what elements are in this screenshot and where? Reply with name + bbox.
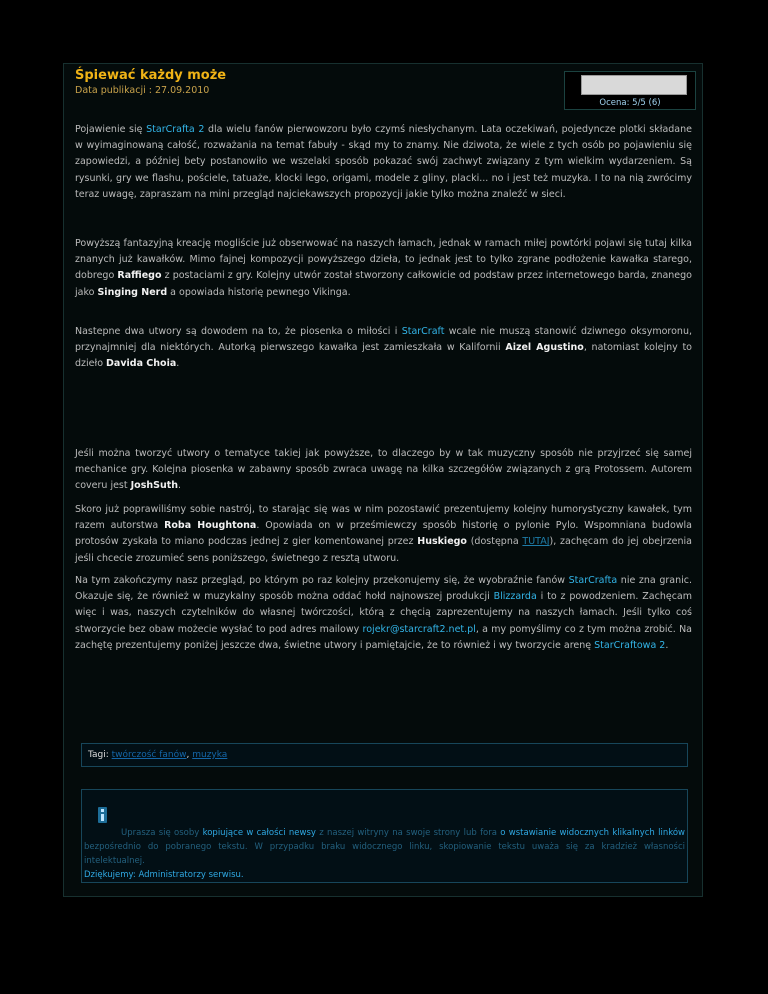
paragraph-summary: [75, 573, 692, 654]
tags-label: Tagi:: [88, 750, 109, 760]
inline-link[interactable]: rojekr@starcraft2.net.pl: [362, 623, 476, 635]
tag-link-fan-creations[interactable]: twórczość fanów: [111, 750, 187, 760]
tag-link-music[interactable]: muzyka: [192, 750, 228, 760]
text-segment: Skoro już poprawiliśmy sobie nastrój, to starając się was w nim pozostawić prezentujemy kolejny humorystyczny kawałek, tym razem autorstwa: [75, 504, 692, 532]
info-icon: [98, 807, 107, 823]
notice-part-5: bezpośrednio do pobranego tekstu. W przypadku braku widocznego linku, skopiowanie tekstu uważa się za kradzież własności intelektualnej.: [84, 842, 685, 866]
notice-highlight-copying: kopiujące w całości newsy: [202, 828, 316, 838]
article-panel: [63, 63, 703, 897]
text-segment: nie zna granic. Okazuje się, że również w muzykalny sposób można oddać hołd najnowszej produkcji: [75, 575, 692, 603]
text-segment: a opowiada historię pewnego Vikinga.: [167, 286, 351, 298]
bold-name: Huskiego: [417, 536, 467, 548]
text-segment: (dostępna: [466, 536, 523, 548]
text-segment: Pojawienie się: [75, 124, 147, 135]
bold-name: Singing Nerd: [97, 286, 168, 298]
rating-box: [564, 71, 696, 110]
publication-date: Data publikacji : 27.09.2010: [75, 85, 210, 96]
paragraph-pylon-song: [75, 502, 692, 567]
inline-link[interactable]: StarCrafta 2: [146, 124, 205, 135]
article-title: Śpiewać każdy może: [75, 68, 227, 83]
rating-fill: [582, 76, 686, 94]
inline-link[interactable]: StarCraft: [401, 326, 445, 337]
text-segment: Powyższą fantazyjną kreację mogliście już obserwować na naszych łamach, jednak w ramach miłej powtórki pojawi się tutaj kilka znanych już kawałków. Mimo fajnej kompozycji powyższego dzieła, to jednak jest to tylko zgrane podłożenie kawałka starego, dobrego: [75, 238, 692, 282]
bold-name: JoshSuth: [130, 480, 179, 492]
inline-link[interactable]: StarCrafta: [568, 575, 618, 586]
rating-label: Ocena: 5/5 (6): [599, 98, 661, 108]
text-segment: wcale nie muszą stanowić dziwnego oksymoronu, przynajmniej dla niektórych. Autorką pierwszego kawałka jest zamieszkała w Kalifornii: [75, 326, 692, 354]
bold-name: Aizel Agustino: [505, 342, 584, 354]
text-segment: , natomiast kolejny to dzieło: [75, 342, 692, 370]
paragraph-love-songs: [75, 324, 692, 373]
text-segment: .: [178, 480, 182, 492]
copyright-notice: [81, 789, 688, 883]
notice-text: [84, 826, 685, 882]
paragraph-first-songs: [75, 236, 692, 301]
text-segment: z postaciami z gry. Kolejny utwór został stworzony całkowicie od podstaw przez internetowego barda, znanego jako: [75, 270, 692, 298]
tags-box: [81, 743, 688, 767]
text-segment: .: [176, 358, 180, 370]
text-segment: Nastepne dwa utwory są dowodem na to, że piosenka o miłości i: [75, 326, 402, 337]
paragraph-intro: [75, 122, 692, 203]
text-segment: . Opowiada on w prześmiewczy sposób historię o pylonie Pylo. Wspomniana budowla protosów zyskała to miano podczas jednej z gier komentowanej przez: [75, 520, 692, 548]
text-segment: Na tym zakończymy nasz przegląd, po którym po raz kolejny przekonujemy się, że wyobraźnie fanów: [75, 575, 569, 586]
notice-highlight-links: o wstawianie widocznych klikalnych linków: [500, 828, 685, 838]
paragraph-mechanics-song: [75, 446, 692, 495]
bold-name: Davida Choia: [106, 358, 177, 370]
rating-bar[interactable]: [581, 75, 687, 95]
text-segment: ), zachęcam do jej obejrzenia jeśli chcecie zrozumieć sens poniższego, świetnego z resztą utworu.: [75, 536, 693, 564]
text-segment: , a my pomyślimy co z tym można zrobić. Na zachętę prezentujemy poniżej jeszcze dwa, świetne utwory i pamiętajcie, że to również i wy tworzycie arenę: [75, 623, 692, 651]
bold-name: Raffiego: [117, 270, 162, 282]
notice-thanks: Dziękujemy: Administratorzy serwisu.: [84, 870, 244, 880]
text-segment: dla wielu fanów pierwowzoru było czymś niesłychanym. Lata oczekiwań, pojedyncze plotki składane w wyimaginowaną całość, rozważania na temat fabuły - skąd my to znamy. Nie dziwota, że wiele z tych osób po pojawieniu się zapowiedzi, a później bety postanowiło we wszelaki sposób pokazać swój zachwyt związany z tym wielkim wydarzeniem. Są rysunki, gry we flashu, pościele, tatuaże, klocki lego, origami, modele z gliny, placki... no i jest też muzyka. I to na nią zwrócimy teraz uwagę, zapraszam na mini przegląd najciekawszych propozycji jakie tylko można znaleźć w sieci.: [75, 124, 692, 200]
inline-link[interactable]: TUTAJ: [522, 536, 550, 548]
text-segment: i to z powodzeniem. Zachęcam więc i was, naszych czytelników do własnej twórczości, którą z chęcią zaprezentujemy na naszych łamach. Jeśli tylko coś stworzycie bez obaw możecie wysłać to pod adres mailowy: [75, 591, 692, 635]
bold-name: Roba Houghtona: [164, 520, 257, 532]
notice-part-1: Uprasza się osoby: [121, 828, 203, 838]
tag-separator: ,: [186, 750, 193, 760]
notice-part-3: z naszej witryny na swoje strony lub fora: [315, 828, 501, 838]
inline-link[interactable]: StarCraftowa 2: [594, 639, 666, 651]
text-segment: .: [665, 639, 669, 651]
inline-link[interactable]: Blizzarda: [493, 591, 537, 603]
text-segment: Jeśli można tworzyć utwory o tematyce takiej jak powyższe, to dlaczego by w tak muzyczny sposób nie przyjrzeć się samej mechanice gry. Kolejna piosenka w zabawny sposób zwraca uwagę na kilka szczegółów związanych z grą Protossem. Autorem coveru jest: [75, 448, 692, 492]
